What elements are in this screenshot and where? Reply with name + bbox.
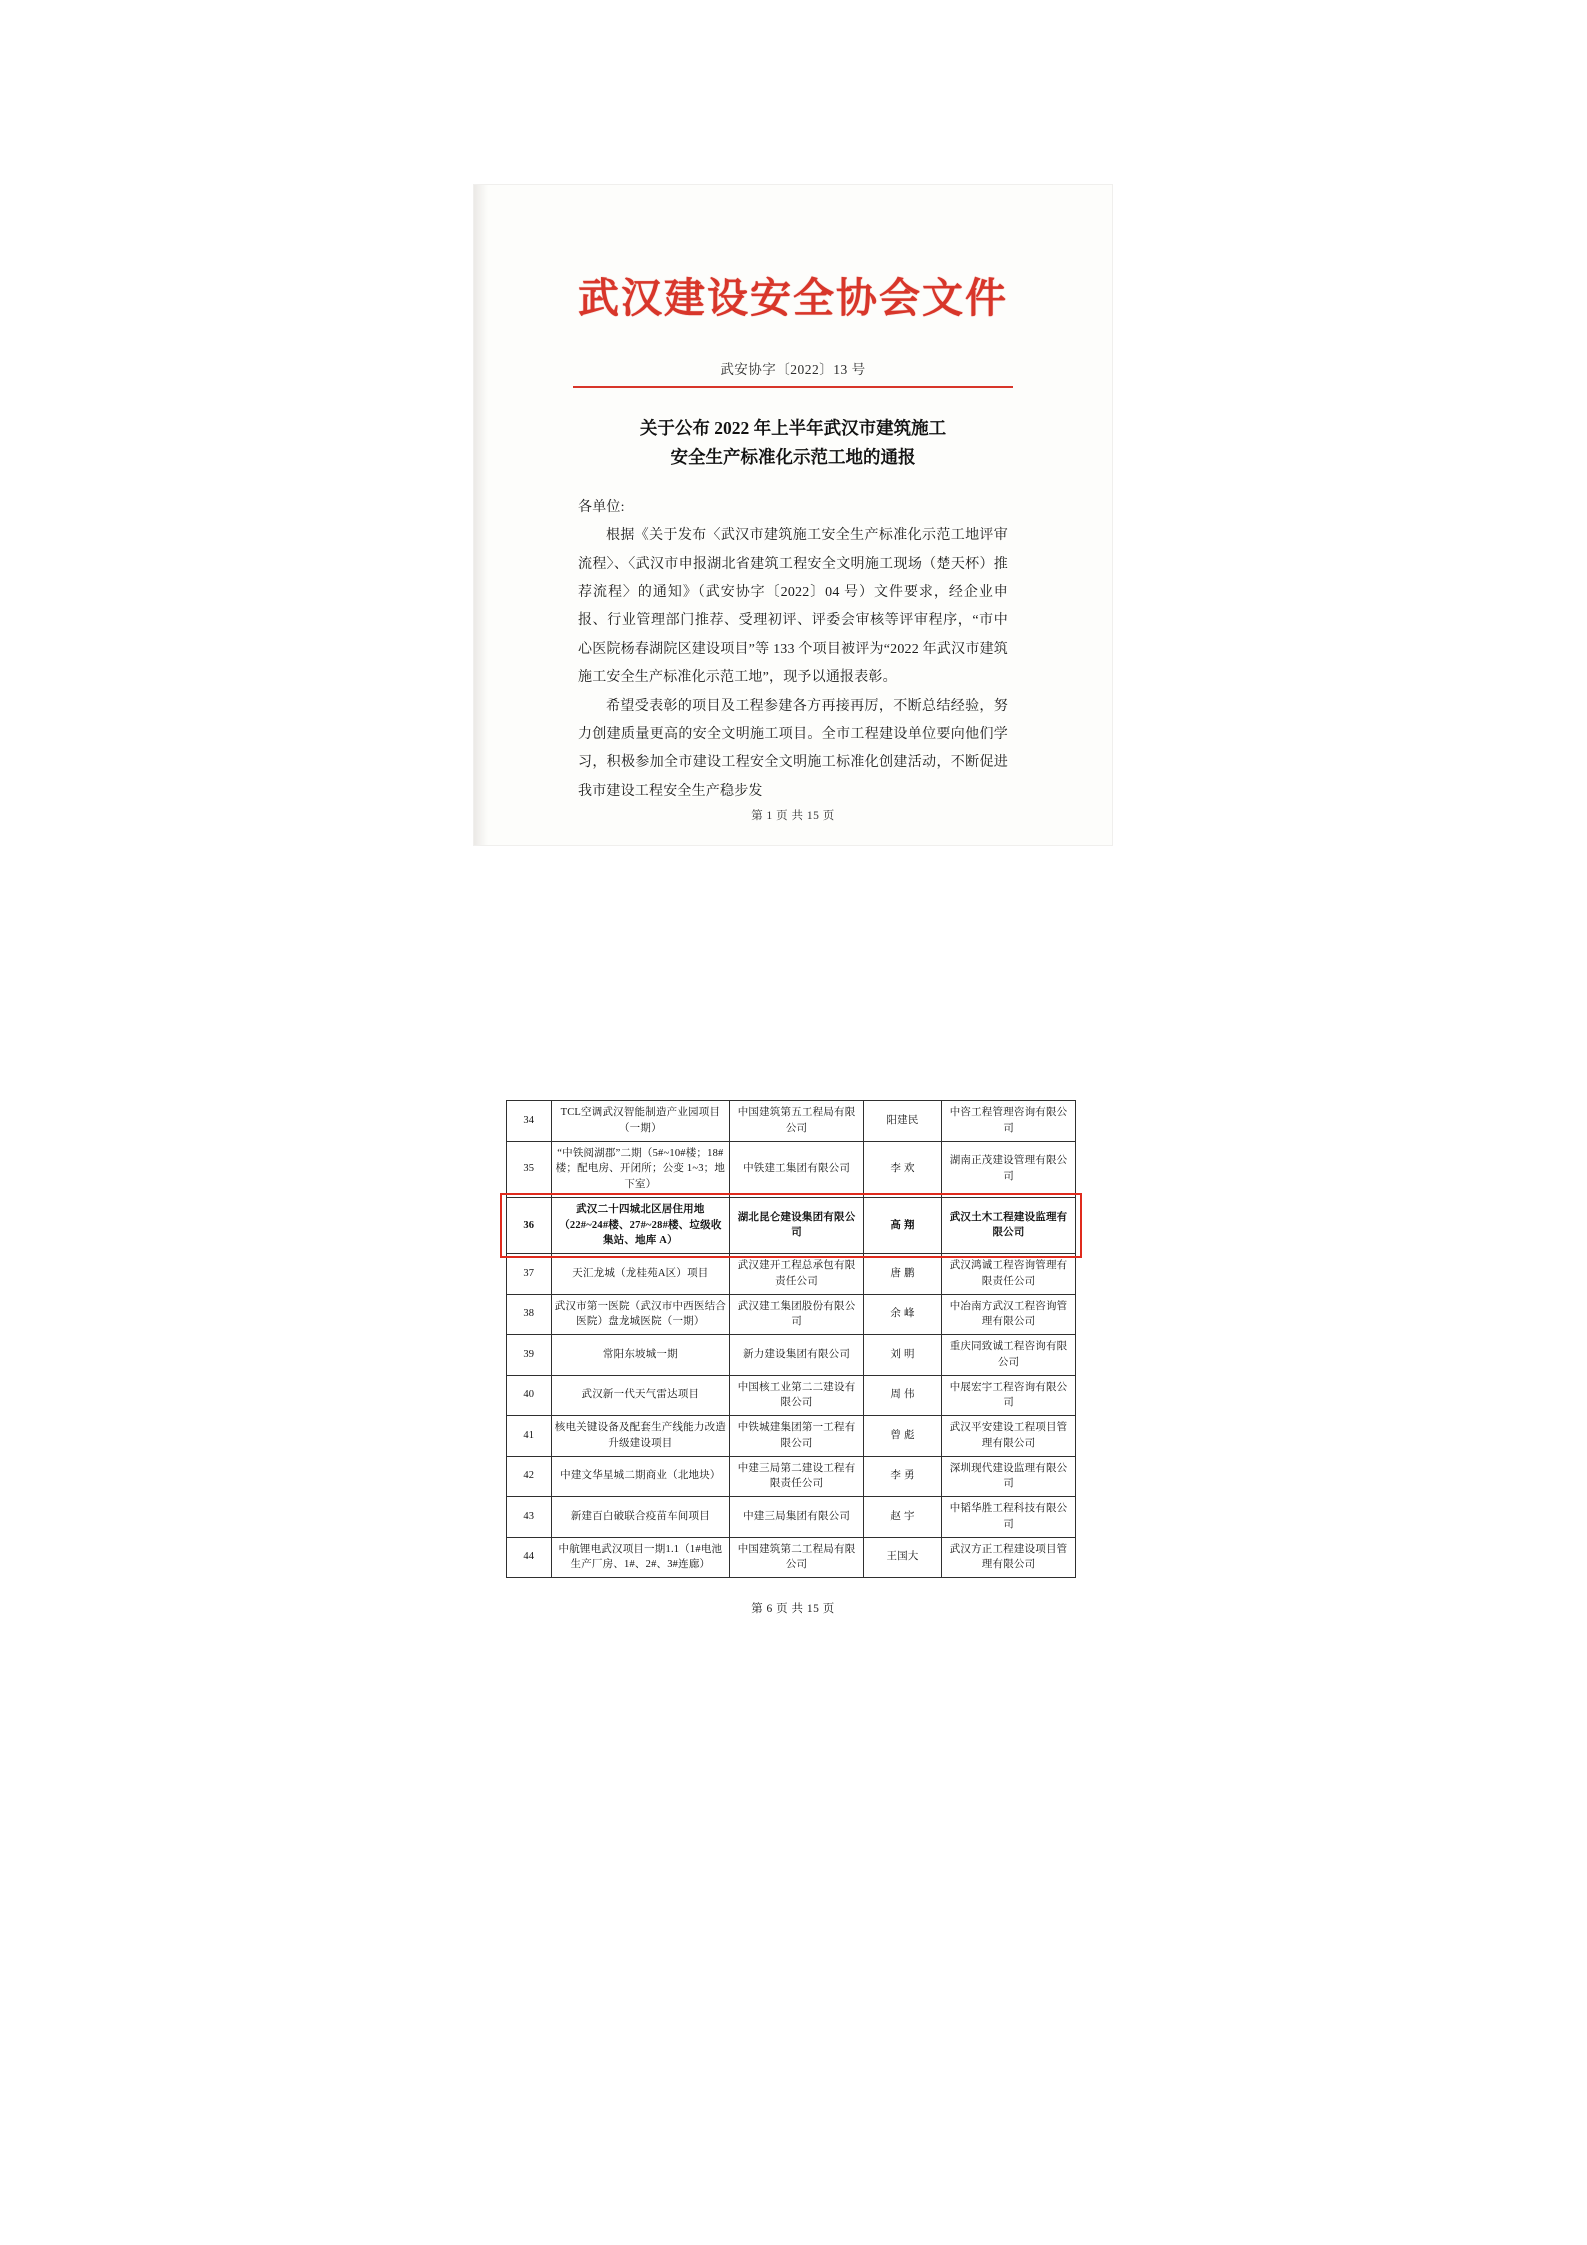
construction-unit: 中建三局集团有限公司 [730, 1497, 864, 1538]
project-name: 中建文华星城二期商业（北地块） [551, 1456, 730, 1497]
construction-unit: 中国建筑第五工程局有限公司 [730, 1101, 864, 1142]
project-name: 天汇龙城（龙桂苑A区）项目 [551, 1254, 730, 1295]
row-index: 41 [507, 1416, 552, 1457]
supervision-unit: 武汉平安建设工程项目管理有限公司 [942, 1416, 1076, 1457]
document-letterhead [474, 265, 1112, 324]
project-name: 武汉二十四城北区居住用地（22#~24#楼、27#~28#楼、垃级收集站、地库 A） [551, 1197, 730, 1253]
construction-unit: 新力建设集团有限公司 [730, 1335, 864, 1376]
table-row [507, 1101, 1076, 1142]
page-title [578, 414, 1008, 472]
construction-unit: 中铁城建集团第一工程有限公司 [730, 1416, 864, 1457]
supervision-unit: 武汉方正工程建设项目管理有限公司 [942, 1537, 1076, 1578]
table-row [507, 1456, 1076, 1497]
row-index: 39 [507, 1335, 552, 1376]
project-manager: 王国大 [864, 1537, 942, 1578]
table-row [507, 1197, 1076, 1253]
document-page-1 [474, 185, 1112, 845]
row-index: 37 [507, 1254, 552, 1295]
project-manager: 李 勇 [864, 1456, 942, 1497]
project-manager: 阳建民 [864, 1101, 942, 1142]
project-name: TCL空调武汉智能制造产业园项目（一期） [551, 1101, 730, 1142]
row-index: 34 [507, 1101, 552, 1142]
project-manager: 高 翔 [864, 1197, 942, 1253]
project-name: 武汉新一代天气雷达项目 [551, 1375, 730, 1416]
document-number: 武安协字〔2022〕13 号 [720, 362, 866, 377]
supervision-unit: 武汉鸿诚工程咨询管理有限责任公司 [942, 1254, 1076, 1295]
supervision-unit: 中冶南方武汉工程咨询管理有限公司 [942, 1294, 1076, 1335]
supervision-unit: 中展宏宇工程咨询有限公司 [942, 1375, 1076, 1416]
row-index: 35 [507, 1141, 552, 1197]
row-index: 38 [507, 1294, 552, 1335]
organization-title: 武汉建设安全协会文件 [578, 274, 1008, 322]
construction-unit: 中建三局第二建设工程有限责任公司 [730, 1456, 864, 1497]
table-row [507, 1497, 1076, 1538]
supervision-unit: 武汉土木工程建设监理有限公司 [942, 1197, 1076, 1253]
table-row [507, 1294, 1076, 1335]
row-index: 44 [507, 1537, 552, 1578]
project-manager: 赵 宇 [864, 1497, 942, 1538]
red-divider-rule [573, 386, 1013, 388]
body-paragraph-1: 根据《关于发布〈武汉市建筑施工安全生产标准化示范工地评审流程〉、〈武汉市申报湖北省建筑工程安全文明施工现场（楚天杯）推荐流程〉的通知》（武安协字〔2022〕04 号）文件要求，经企业申报、行业管理部门推荐、受理初评、评委会审核等评审程序，“市中心医院杨春湖院区建设项目”等 133 个项目被评为“2022 年武汉市建筑施工安全生产标准化示范工地”，现予以通报表彰。 [578, 528, 1008, 686]
row-index: 43 [507, 1497, 552, 1538]
salutation: 各单位: [578, 499, 625, 515]
project-name: 新建百白破联合疫苗车间项目 [551, 1497, 730, 1538]
project-manager: 唐 鹏 [864, 1254, 942, 1295]
table-row [507, 1335, 1076, 1376]
page-title-line-2: 安全生产标准化示范工地的通报 [670, 446, 916, 467]
project-manager: 曾 彪 [864, 1416, 942, 1457]
project-name: 常阳东坡城一期 [551, 1335, 730, 1376]
construction-unit: 武汉建开工程总承包有限责任公司 [730, 1254, 864, 1295]
project-manager: 余 峰 [864, 1294, 942, 1335]
table-row [507, 1141, 1076, 1197]
project-manager: 李 欢 [864, 1141, 942, 1197]
document-page-6 [474, 1070, 1112, 1940]
construction-unit: 湖北昆仑建设集团有限公司 [730, 1197, 864, 1253]
document-body [578, 494, 1008, 806]
project-manager: 刘 明 [864, 1335, 942, 1376]
supervision-unit: 重庆同致诚工程咨询有限公司 [942, 1335, 1076, 1376]
row-index: 36 [507, 1197, 552, 1253]
page-title-line-1: 关于公布 2022 年上半年武汉市建筑施工 [639, 418, 947, 438]
project-manager: 周 伟 [864, 1375, 942, 1416]
row-index: 40 [507, 1375, 552, 1416]
project-name: 核电关键设备及配套生产线能力改造升级建设项目 [551, 1416, 730, 1457]
supervision-unit: 深圳现代建设监理有限公司 [942, 1456, 1076, 1497]
award-project-table [506, 1100, 1076, 1578]
supervision-unit: 湖南正茂建设管理有限公司 [942, 1141, 1076, 1197]
construction-unit: 中国核工业第二二建设有限公司 [730, 1375, 864, 1416]
page-6-footer: 第 6 页 共 15 页 [751, 1603, 835, 1615]
construction-unit: 中国建筑第二工程局有限公司 [730, 1537, 864, 1578]
page-1-footer: 第 1 页 共 15 页 [751, 810, 835, 822]
row-index: 42 [507, 1456, 552, 1497]
supervision-unit: 中韬华胜工程科技有限公司 [942, 1497, 1076, 1538]
table-row [507, 1416, 1076, 1457]
supervision-unit: 中咨工程管理咨询有限公司 [942, 1101, 1076, 1142]
table-row [507, 1537, 1076, 1578]
table-row [507, 1254, 1076, 1295]
project-name: “中铁阅湖郡”二期（5#~10#楼；18#楼；配电房、开闭所；公变 1~3；地下室） [551, 1141, 730, 1197]
project-name: 武汉市第一医院（武汉市中西医结合医院）盘龙城医院（一期） [551, 1294, 730, 1335]
table-row [507, 1375, 1076, 1416]
body-paragraph-2: 希望受表彰的项目及工程参建各方再接再厉，不断总结经验，努力创建质量更高的安全文明施工项目。全市工程建设单位要向他们学习，积极参加全市建设工程安全文明施工标准化创建活动，不断促进我市建设工程安全生产稳步发 [578, 698, 1008, 799]
project-name: 中航锂电武汉项目一期1.1（1#电池生产厂房、1#、2#、3#连廊） [551, 1537, 730, 1578]
construction-unit: 武汉建工集团股份有限公司 [730, 1294, 864, 1335]
construction-unit: 中铁建工集团有限公司 [730, 1141, 864, 1197]
